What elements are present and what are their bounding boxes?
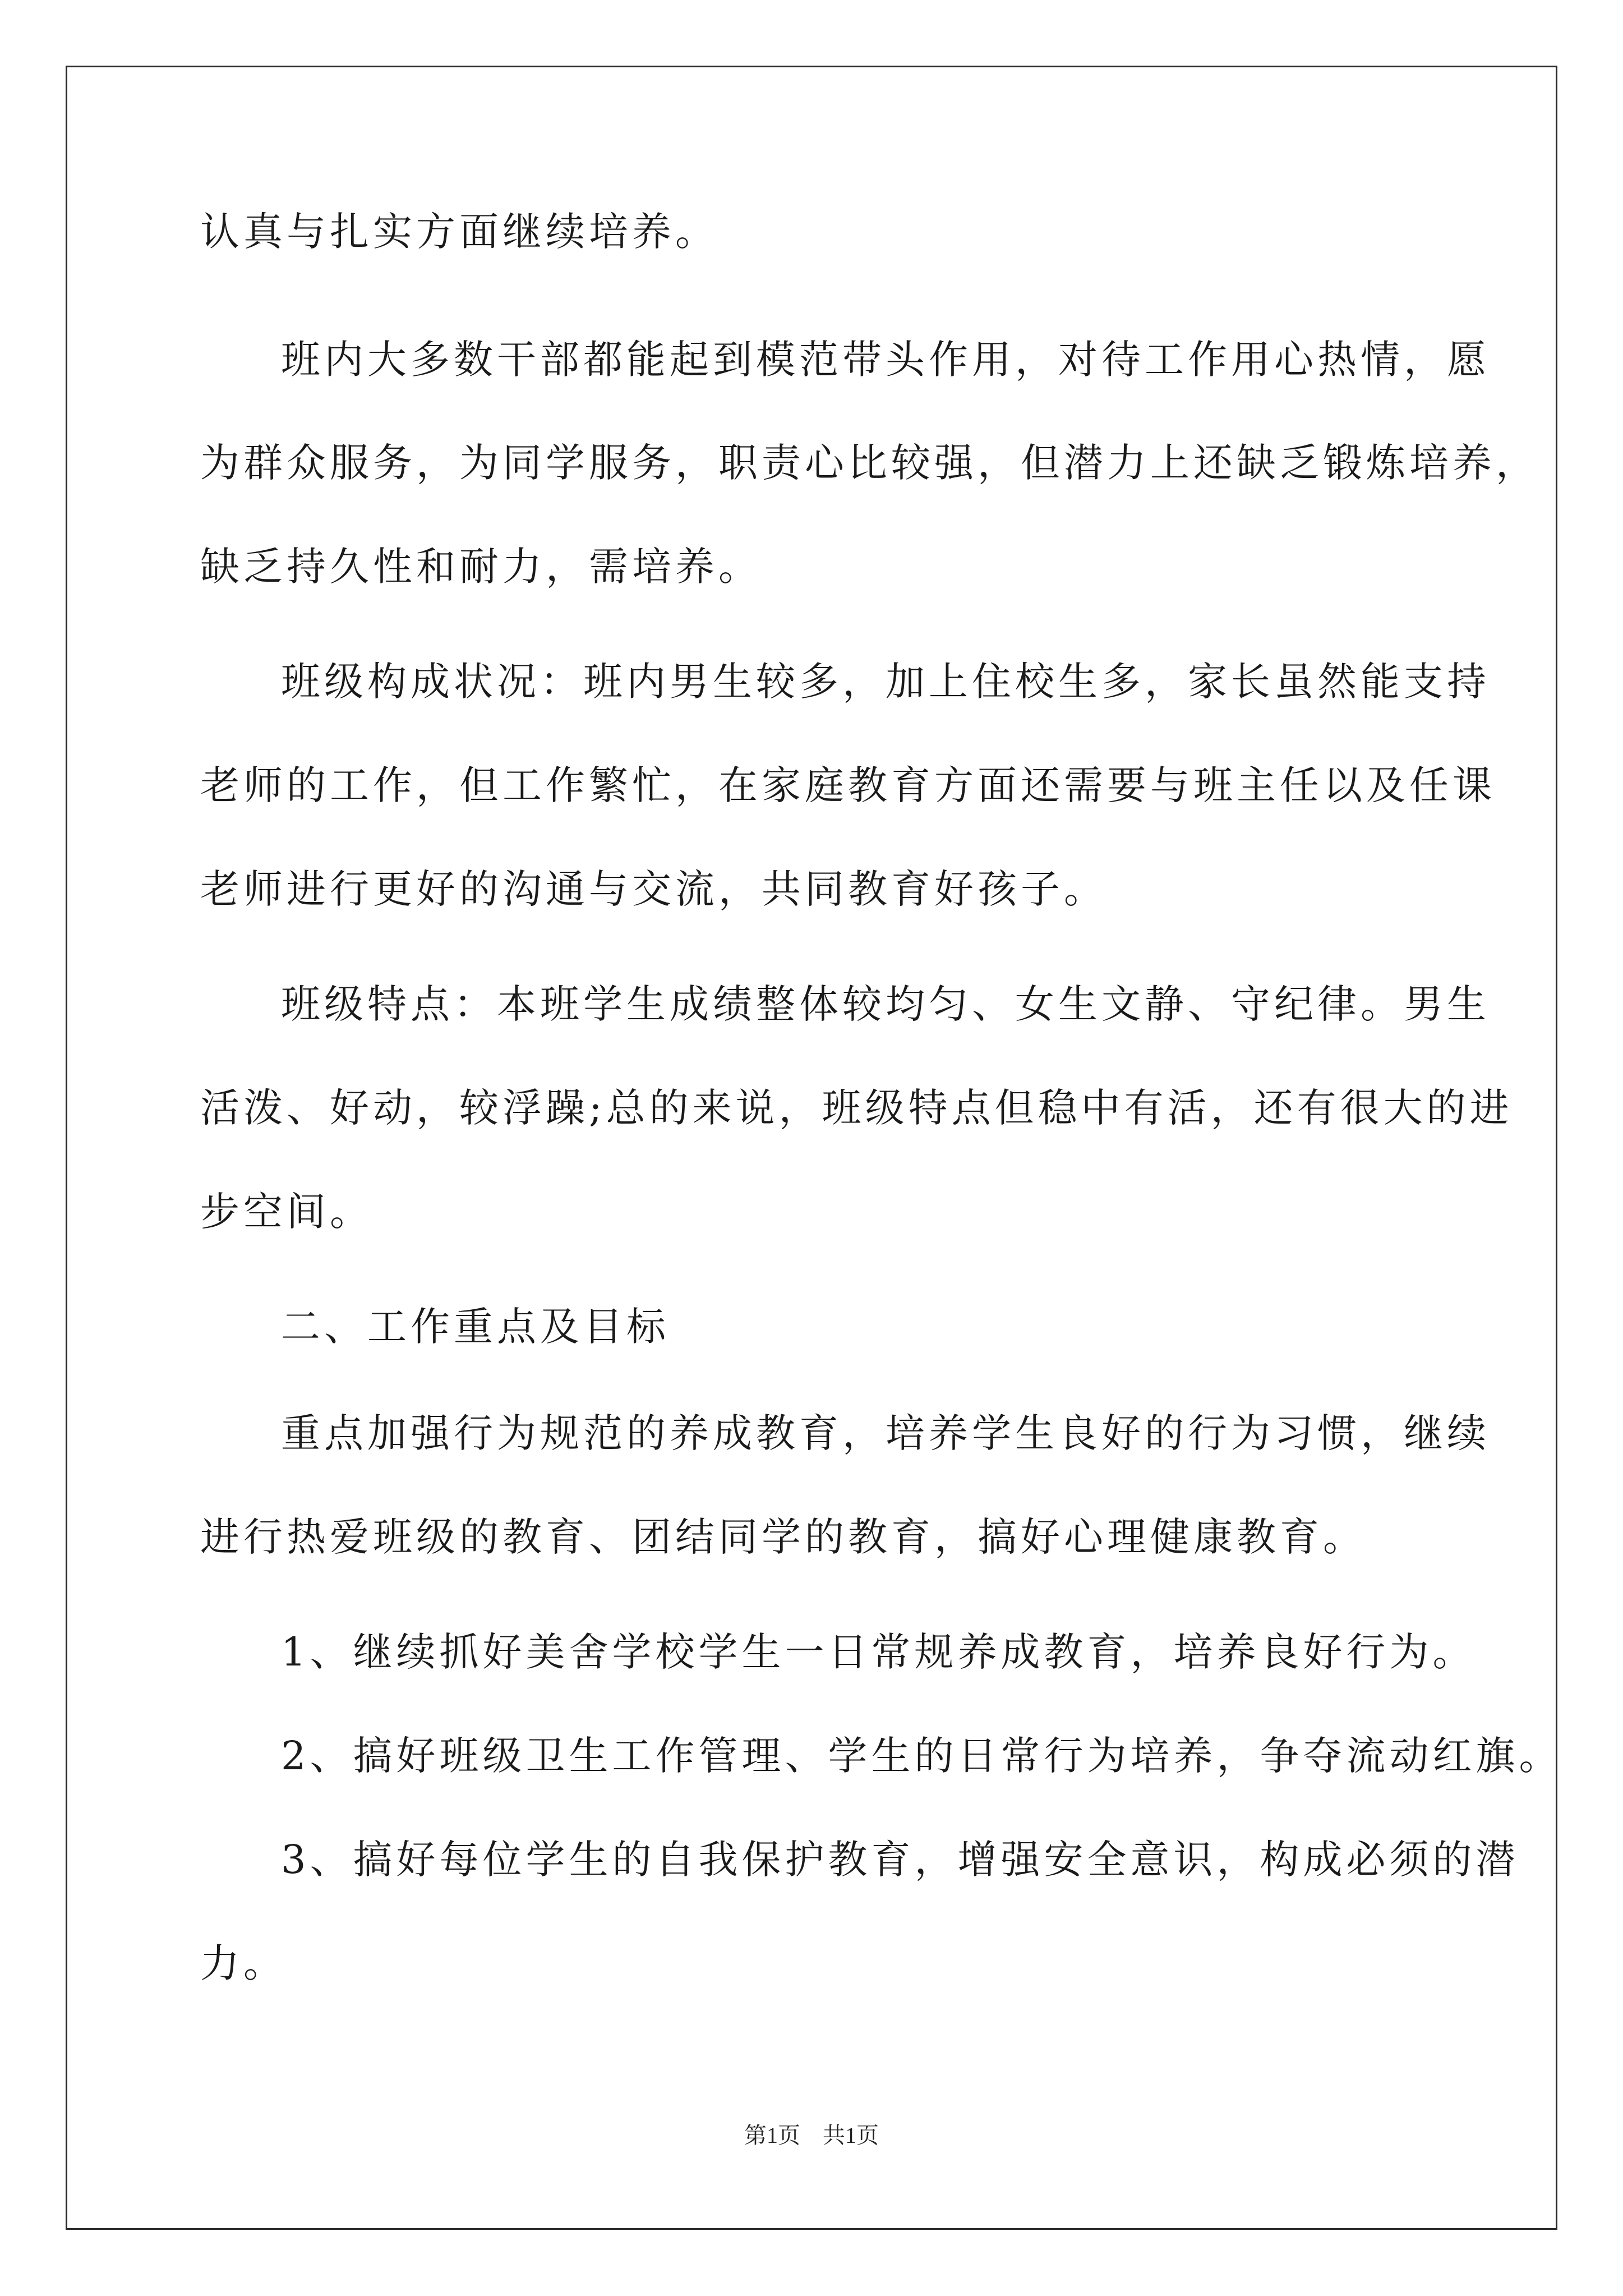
- text-line: 缺乏持久性和耐力，需培养。: [200, 544, 762, 590]
- text-line: 认真与扎实方面继续培养。: [200, 209, 718, 255]
- list-item: 3、搞好每位学生的自我保护教育，增强安全意识，构成必须的潜: [281, 1837, 1519, 1883]
- text-line: 为群众服务，为同学服务，职责心比较强，但潜力上还缺乏锻炼培养，: [200, 440, 1539, 486]
- list-item: 1、继续抓好美舍学校学生一日常规养成教育，培养良好行为。: [281, 1629, 1476, 1675]
- list-item: 2、搞好班级卫生工作管理、学生的日常行为培养，争夺流动红旗。: [281, 1733, 1562, 1779]
- text-line: 老师进行更好的沟通与交流，共同教育好孩子。: [200, 866, 1107, 912]
- text-line: 活泼、好动，较浮躁;总的来说，班级特点但稳中有活，还有很大的进: [200, 1085, 1513, 1131]
- section-heading: 二、工作重点及目标: [281, 1304, 670, 1350]
- text-line: 力。: [200, 1940, 287, 1986]
- text-line: 步空间。: [200, 1189, 373, 1235]
- text-line: 班内大多数干部都能起到模范带头作用，对待工作用心热情，愿: [281, 337, 1490, 383]
- text-line: 重点加强行为规范的养成教育，培养学生良好的行为习惯，继续: [281, 1410, 1490, 1456]
- text-line: 班级构成状况：班内男生较多，加上住校生多，家长虽然能支持: [281, 659, 1490, 705]
- text-line: 老师的工作，但工作繁忙，在家庭教育方面还需要与班主任以及任课: [200, 762, 1496, 808]
- text-line: 进行热爱班级的教育、团结同学的教育，搞好心理健康教育。: [200, 1514, 1366, 1560]
- page-border: [66, 66, 1557, 2230]
- text-line: 班级特点：本班学生成绩整体较均匀、女生文静、守纪律。男生: [281, 981, 1490, 1027]
- page-number-footer: 第1页 共1页: [744, 2123, 879, 2148]
